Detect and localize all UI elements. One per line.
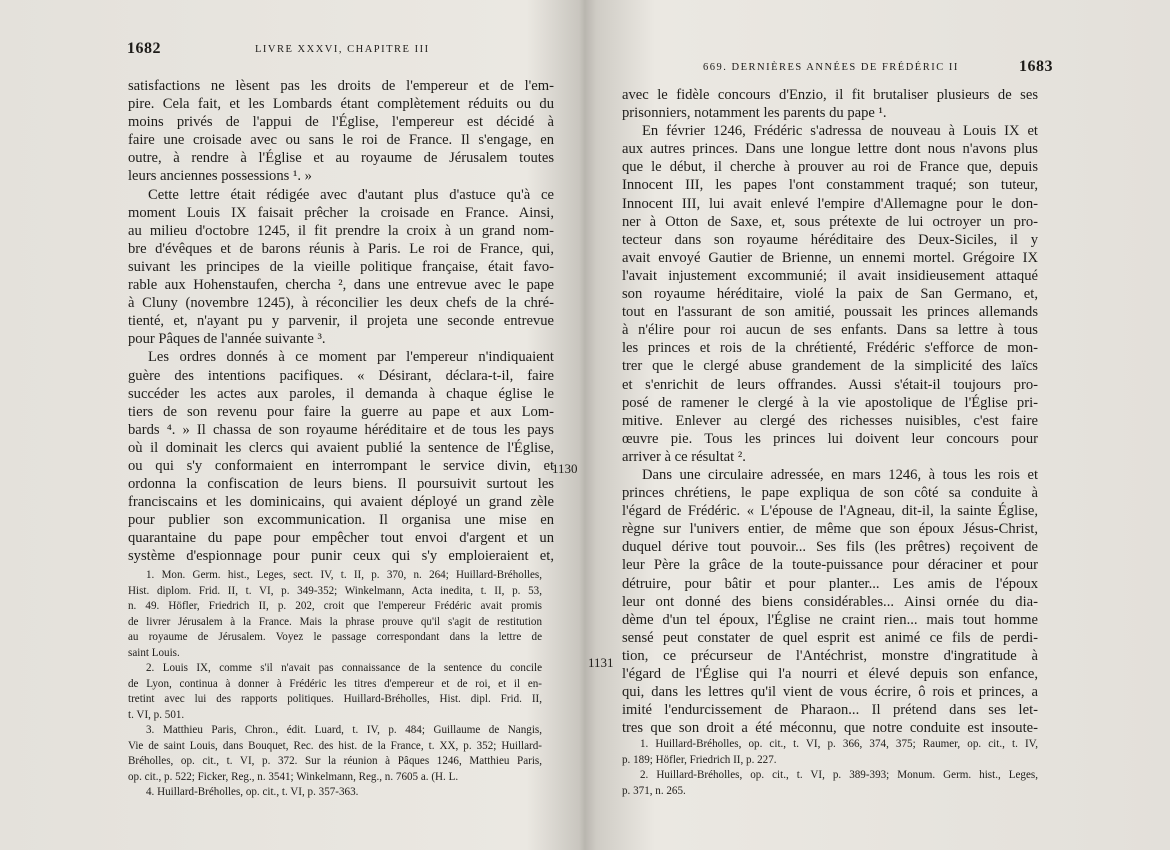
body-line: pire. Cela fait, et les Lombards étant complètement réduits ou du [128, 96, 554, 113]
body-line: succéder les actes aux paroles, il demanda à chaque église le [128, 385, 554, 402]
body-line: arriver à ce résultat ². [622, 448, 746, 465]
body-line: faire une croisade avec ou sans le roi de France. Il s'engage, en [128, 132, 554, 149]
body-line: aux autres princes. Dans une longue lettre dont nous n'avons plus [622, 141, 1038, 158]
body-line: tienté, et, n'ayant pu y parvenir, il projeta une seconde entrevue [128, 313, 554, 330]
footnote-line: Vie de saint Louis, dans Bouquet, Rec. des hist. de la France, t. XX, p. 352; Huillard- [128, 739, 542, 752]
footnote-line: 1. Huillard-Bréholles, op. cit., t. VI, p. 366, 374, 375; Raumer, op. cit., t. IV, [640, 738, 1038, 750]
body-line: avait envoyé Gautier de Brienne, un ennemi mortel. Grégoire IX [622, 249, 1038, 266]
body-line: Innocent III, les papes l'ont constamment traqué; son tuteur, [622, 177, 1038, 194]
body-line: duquel dérive tout pouvoir... Ses fils (les prêtres) reçoivent de [622, 539, 1038, 556]
body-line: quarantaine du pape pour empêcher tout envoi d'argent et un [128, 530, 554, 547]
footnote-line: 3. Matthieu Paris, Chron., édit. Luard, t. IV, p. 484; Guillaume de Nangis, [146, 724, 542, 736]
body-line: leurs anciennes possessions ¹. » [128, 168, 312, 185]
body-line: tiers de son revenu pour faire la guerre au pape et aux Lom- [128, 403, 554, 420]
body-line: qui, dans les lettres qu'il vient de vous écrire, ô rois et princes, a [622, 684, 1038, 701]
body-line: œuvre pie. Tous les princes lui doivent leur concours pour [622, 430, 1038, 447]
body-line: pour publier son excommunication. Il organisa une mise en [128, 512, 554, 529]
body-line: Cette lettre était rédigée avec d'autant plus d'astuce qu'à ce [148, 186, 554, 203]
right-footnotes [622, 737, 1038, 799]
left-page-number: 1682 [127, 40, 161, 57]
body-line: franciscains et les dominicains, qui avaient déployé un grand zèle [128, 494, 554, 511]
footnote-line: op. cit., p. 522; Ficker, Reg., n. 3541; Winkelmann, Reg., n. 7605 a. (H. L. [128, 770, 459, 783]
body-line: outre, à rendre à l'Église et au royaume de Jérusalem toutes [128, 150, 554, 167]
right-page [585, 0, 1170, 850]
footnote-line: 2. Louis IX, comme s'il n'avait pas connaissance de la sentence du concile [146, 662, 542, 674]
body-line: au milieu d'octobre 1245, il fit prendre la croix à un grand nom- [128, 222, 554, 239]
footnote-line: 2. Huillard-Bréholles, op. cit., t. VI, p. 389-393; Monum. Germ. hist., Leges, [640, 769, 1038, 781]
margin-number-1130: 1130 [552, 461, 578, 476]
body-line: l'égard de l'Église qui l'a nourri et élevé depuis son enfance, [622, 666, 1038, 682]
footnote-line: t. VI, p. 501. [128, 708, 185, 721]
body-line: système d'espionnage pour punir ceux qui s'y emploieraient et, [128, 548, 554, 565]
body-line: moins privés de l'appui de l'Église, l'empereur est décidé à [128, 114, 554, 131]
body-line: tres que son droit a été méconnu, que notre conduite est insoute- [622, 720, 1038, 737]
footnote-line: de livrer Jérusalem à la France. Mais la phrase prouve qu'il s'agit de restitution [128, 615, 542, 628]
margin-number-1131: 1131 [588, 655, 614, 670]
body-line: trer que le clergé abuse grandement de la simplicité des laïcs [622, 358, 1038, 375]
body-line: pour Pâques de l'année suivante ³. [128, 331, 326, 348]
footnote-line: 1. Mon. Germ. hist., Leges, sect. IV, t. II, p. 370, n. 264; Huillard-Bréholles, [146, 569, 542, 581]
body-line: où il dominait les clercs qui avaient publié la sentence de l'Église, [128, 439, 554, 456]
body-line: mitive. Enlever au clergé des richesses nuisibles, c'est faire [622, 412, 1038, 429]
body-line: suivant les principes de la vieille politique française, était favo- [128, 258, 554, 275]
left-footnotes [128, 568, 542, 801]
footnote-line: p. 371, n. 265. [622, 784, 686, 797]
body-line: et s'enrichit de leurs offrandes. Aussi s'était-il toujours pro- [622, 376, 1038, 393]
body-line: ou qui s'y conformaient en interrompant le service divin, et [128, 457, 554, 474]
body-line: bre d'évêques et de barons réunis à Paris. Le roi de France, qui, [128, 240, 554, 257]
body-line: prisonniers, notamment les parents du pape ¹. [622, 105, 887, 122]
body-line: règne sur l'univers entier, de même que son époux Jésus-Christ, [622, 521, 1038, 538]
body-line: ordonna la confiscation de leurs biens. Il poursuivit surtout les [128, 476, 554, 493]
body-line: princes chrétiens, le pape expliqua de son côté sa conduite à [622, 485, 1038, 502]
footnote-line: 4. Huillard-Bréholles, op. cit., t. VI, p. 357-363. [146, 786, 359, 798]
body-line: Les ordres donnés à ce moment par l'empereur n'indiquaient [148, 349, 554, 366]
footnote-line: Hist. diplom. Frid. II, t. VI, p. 349-352; Winkelmann, Acta inedita, t. II, p. 53, [128, 584, 542, 597]
body-line: tion, ce précurseur de l'Antéchrist, monstre d'ingratitude à [622, 647, 1038, 664]
body-line: Dans une circulaire adressée, en mars 1246, à tous les rois et [642, 466, 1038, 483]
body-line: détruire, pour bâtir et pour planter... Les amis de l'époux [622, 575, 1038, 592]
footnote-line: saint Louis. [128, 646, 180, 659]
body-line: ner à Otton de Saxe, et, sous prétexte de lui octroyer un pro- [622, 213, 1038, 230]
body-line: posé de ramener le clergé à la vie apostolique de l'Église pri- [622, 394, 1038, 411]
body-line: moment Louis IX faisait prêcher la croisade en France. Ainsi, [128, 204, 554, 221]
body-line: satisfactions ne lèsent pas les droits de l'empereur et de l'em- [128, 78, 554, 94]
footnote-line: tretint avec lui des rapports politiques. Huillard-Bréholles, Hist. dipl. Frid. II, [128, 693, 542, 705]
body-line: son royaume héréditaire, violé la paix de San Germano, et, [622, 286, 1038, 303]
left-running-head: LIVRE XXXVI, CHAPITRE III [255, 44, 430, 55]
body-line: bards ⁴. » Il chassa de son royaume héréditaire et de tous les pays [128, 421, 554, 438]
body-line: En février 1246, Frédéric s'adressa de nouveau à Louis IX et [642, 123, 1038, 140]
body-line: à Cluny (novembre 1245), à réconcilier les deux chefs de la chré- [128, 295, 554, 312]
footnote-line: p. 189; Höfler, Friedrich II, p. 227. [622, 753, 777, 766]
right-page-number: 1683 [1019, 58, 1053, 75]
body-line: l'égard de Frédéric. « L'épouse de l'Agneau, dit-il, la sainte Église, [622, 503, 1038, 520]
body-line: que le début, il cherche à prouver au roi de France que, depuis [622, 159, 1038, 176]
body-line: guère des intentions pacifiques. « Désirant, déclara-t-il, faire [128, 367, 554, 384]
body-line: les princes et rois de la chrétienté, Frédéric s'efforce de mon- [622, 340, 1038, 357]
body-line: avec le fidèle concours d'Enzio, il fit brutaliser plusieurs de ses [622, 87, 1038, 103]
body-line: rable aux Hohenstaufen, chercha ², dans une entrevue avec le pape [128, 277, 554, 294]
body-line: dème d'un tel époux, l'Église ne craint rien... mais tout homme [622, 611, 1038, 628]
body-line: imité l'endurcissement de Pharaon... Il prétend dans ses let- [622, 702, 1038, 719]
body-line: tecteur dans son royaume héréditaire des Deux-Siciles, il y [622, 231, 1038, 248]
body-line: Innocent III, lui avait enlevé l'empire d'Allemagne pour le don- [622, 195, 1038, 212]
body-line: à n'élire pour roi aucun de ses enfants. Dans sa lettre à tous [622, 322, 1038, 339]
footnote-line: de Lyon, continua à donner à Frédéric les titres d'empereur et de roi, et il en- [128, 677, 542, 690]
footnote-line: au royaume de Jérusalem. Voyez le passage correspondant dans la lettre de [128, 631, 542, 643]
left-body-text [128, 77, 554, 566]
body-line: leur ont donné des biens considérables... Ainsi ornée du dia- [622, 593, 1038, 610]
footnote-line: Bréholles, op. cit., t. VI, p. 372. Sur la réunion à Pâques 1246, Matthieu Paris, [128, 755, 542, 767]
right-running-head: 669. DERNIÈRES ANNÉES DE FRÉDÉRIC II [703, 62, 959, 73]
body-line: tout en l'assurant de son amitié, poussait les princes allemands [622, 304, 1038, 321]
footnote-line: n. 49. Höfler, Friedrich II, p. 202, croit que l'empereur Frédéric avait promis [128, 600, 542, 612]
body-line: leur Père la grâce de la toute-puissance pour déraciner et pour [622, 557, 1038, 574]
body-line: sensé peut constater de quel esprit est animé ce fils de perdi- [622, 629, 1038, 646]
body-line: l'avait injustement excommunié; il avait insidieusement attaqué [622, 267, 1038, 284]
right-body-text [622, 86, 1038, 737]
